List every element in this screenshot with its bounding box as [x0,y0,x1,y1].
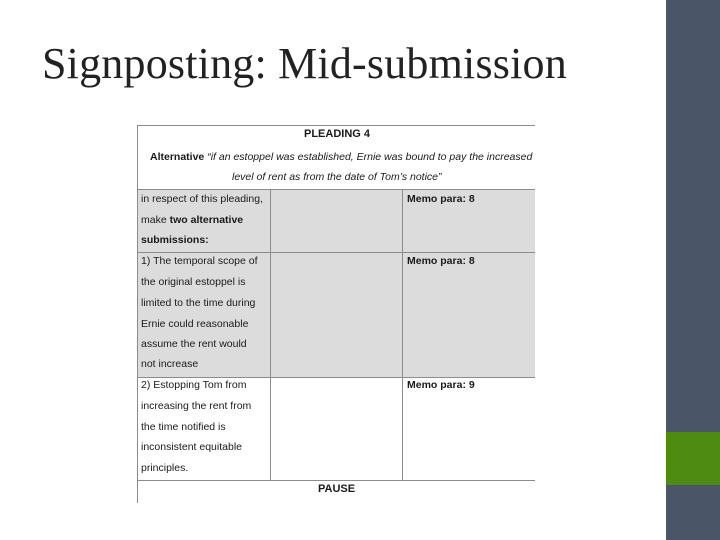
row-2-line-3: limited to the time during [141,297,256,309]
table-border-left [137,125,138,503]
alternative-line-1 [150,151,532,164]
row-2-line-5: assume the rent would [141,338,247,350]
row-2-memo-value: : 8 [462,255,475,267]
row-2-line-2: the original estoppel is [141,276,246,288]
table-rule-row4 [137,480,535,481]
alternative-quote-line-2: level of rent as from the date of Tom’s notice” [232,171,442,183]
row-1-memo [407,193,475,206]
sidebar-block-top [666,0,720,432]
pause-label: PAUSE [318,483,356,495]
row-3-line-5: principles. [141,462,189,474]
table-border-top [137,125,535,126]
row-3-memo-label: Memo para [407,379,463,391]
row-1-memo-value: : 8 [462,193,475,205]
row-2-line-6: not increase [141,358,199,370]
pleading-document [137,125,535,503]
row-1-line-3: submissions: [141,234,209,246]
row-2-memo [407,255,475,268]
row-1-line-1: in respect of this pleading, [141,193,263,205]
row-3-line-4: inconsistent equitable [141,441,242,453]
table-rule-row1 [137,189,535,190]
table-column-divider-1 [270,189,271,481]
table-rule-row2 [137,252,535,253]
row-1-line-2 [141,214,243,227]
row-1-memo-label: Memo para [407,193,463,205]
table-rule-row3 [137,377,535,378]
pleading-heading: PLEADING 4 [304,128,371,140]
row-2-memo-label: Memo para [407,255,463,267]
sidebar-block-bottom [666,485,720,540]
row-3-line-1: 2) Estopping Tom from [141,379,247,391]
alternative-quote-line-1: “if an estoppel was established, Ernie was bound to pay the increased [207,151,533,163]
row-1-two-alternative: two alternative [169,214,244,226]
row-1-make: make [141,214,167,226]
row-3-memo-value: : 9 [462,379,475,391]
row-2-line-4: Ernie could reasonable [141,318,249,330]
slide-title: Signposting: Mid-submission [42,39,567,88]
sidebar [666,0,720,540]
alternative-label: Alternative [150,151,205,163]
sidebar-accent-block [666,432,720,485]
row-3-memo [407,379,475,392]
row-2-line-1: 1) The temporal scope of [141,255,258,267]
row-3-line-2: increasing the rent from [141,400,252,412]
table-column-divider-2 [402,189,403,481]
row-3-line-3: the time notified is [141,421,226,433]
